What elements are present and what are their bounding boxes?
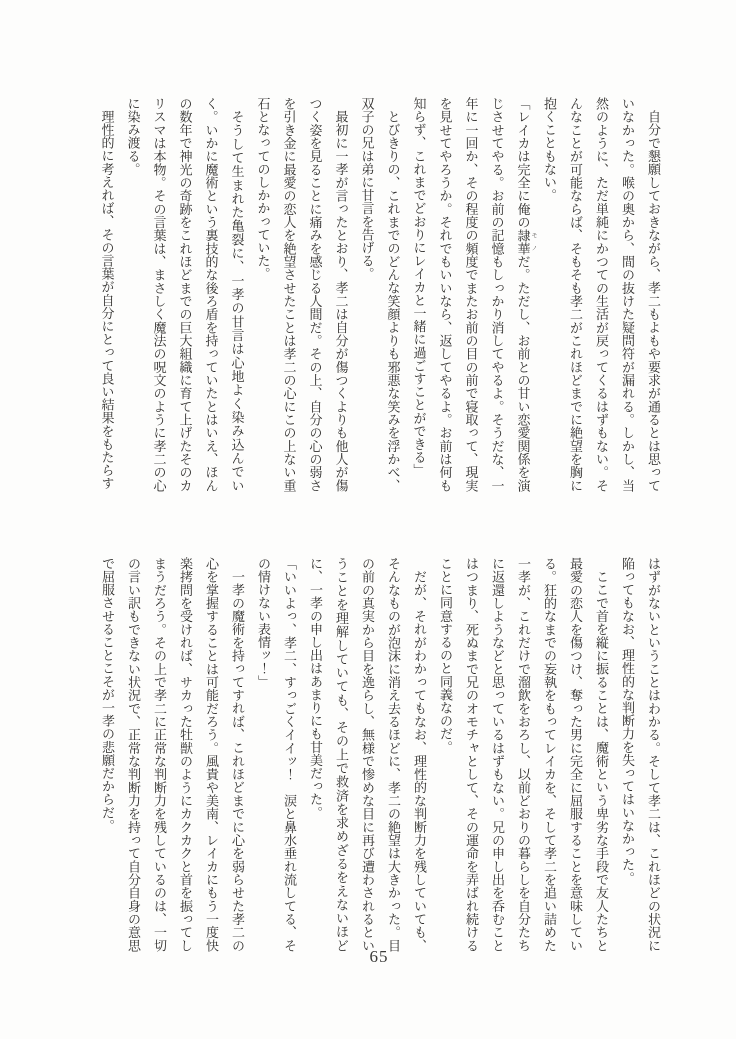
text-tier-bottom	[92, 557, 666, 952]
paragraph: だが、それがわかってもなお、理性的な判断力を残していても、そんなものが泡沫に消え去るほどに、孝二の絶望は大きかった。目の前の真実から目を逸らし、無様で惨めな目に再び遭わされるということを理解していても、その上で救済を求めざるをえないほどに、一孝の申し出はあまりにも甘美だった。	[308, 557, 427, 952]
paragraph: そうして生まれた亀裂に、一孝の甘言は心地よく染み込んでいく。いかに魔術という裏技的な後ろ盾を持っていたとはいえ、ほんの数年で神光の奇跡をこれほどまでの巨大組織に育て上げたそのカリスマは本物。その言葉は、まさしく魔法の呪文のように孝二の心に染み渡る。	[125, 97, 245, 492]
paragraph: とびきりの、これまでのどんな笑顔よりも邪悪な笑みを浮かべ、双子の兄は弟に甘言を告げる。	[359, 97, 401, 492]
paragraph-quote: 「レイカは完全に俺の隷華 モノだ。ただし、お前との甘い恋愛関係を演じさせてやる。お前の記憶もしっかり消してやるよ。そうだな、一年に一回か、その程度の頻度でまたお前の目の前で寝取って、現実を見せてやろうか。それでもいいなら、返してやるよ。お前は何も知らず、これまでどおりにレイカと一緒に過ごすことができる」	[411, 97, 536, 492]
paragraph: 一孝の魔術を持ってすれば、これほどまでに心を弱らせた孝二の心を掌握することは可能だろう。風貴や美南、レイカにもう一度快楽拷問を受ければ、サカった牡獣のようにカクカクと首を振ってしまうだろう。その上で孝二に正常な判断力を残しているのは、一切の言い訳もできない状況で、正常な判断力を持って自分自身の意思で屈服させることこそが一孝の悲願だからだ。	[100, 557, 245, 952]
paragraph-quote: 「いいよっ、孝二、すっごくイイッ！ 涙と鼻水垂れ流してる、その情けない表情ッ！」	[256, 557, 297, 952]
paragraph: 理性的に考えれば、その言葉が自分にとって良い結果をもたらす	[99, 110, 115, 490]
paragraph: 最初に一孝が言ったとおり、孝二は自分が傷つくよりも他人が傷つく姿を見ることに痛みを感じる人間だ。その上、自分の心の弱さを引き金に最愛の恋人を絶望させたことは孝二の心にこの上ない重石となってのしかかっていた。	[255, 97, 349, 492]
page-number: 65	[369, 947, 389, 966]
text-tier-top	[92, 97, 666, 492]
paragraph: 自分で懇願しておきながら、孝二もよもや要求が通るとは思っていなかった。喉の奥から、間の抜けた疑問符が漏れる。しかし、当然のように、ただ単純にかつての生活が戻ってくるはずもない。そんなことが可能ならば、そもそも孝二がこれほどまでに絶望を胸に抱くこともない。	[542, 97, 661, 492]
paragraph: はずがないということはわかる。そして孝二は、これほどの状況に陥ってもなお、理性的な判断力を失ってはいなかった。	[620, 557, 661, 952]
paragraph: ここで首を縦に振ることは、魔術という卑劣な手段で友人たちと最愛の恋人を傷つけ、奪った男に完全に屈服することを意味している。狂的なまでの妄執をもってレイカを、そして孝二を追い詰めた一孝が、これだけで溜飲をおろし、以前どおりの暮らしを自分たちに返還しようなどと思っているはずもない。兄の申し出を呑むことはつまり、死ぬまで兄のオモチャとして、その運命を弄ばれ続けることに同意するのと同義なのだ。	[438, 557, 609, 952]
